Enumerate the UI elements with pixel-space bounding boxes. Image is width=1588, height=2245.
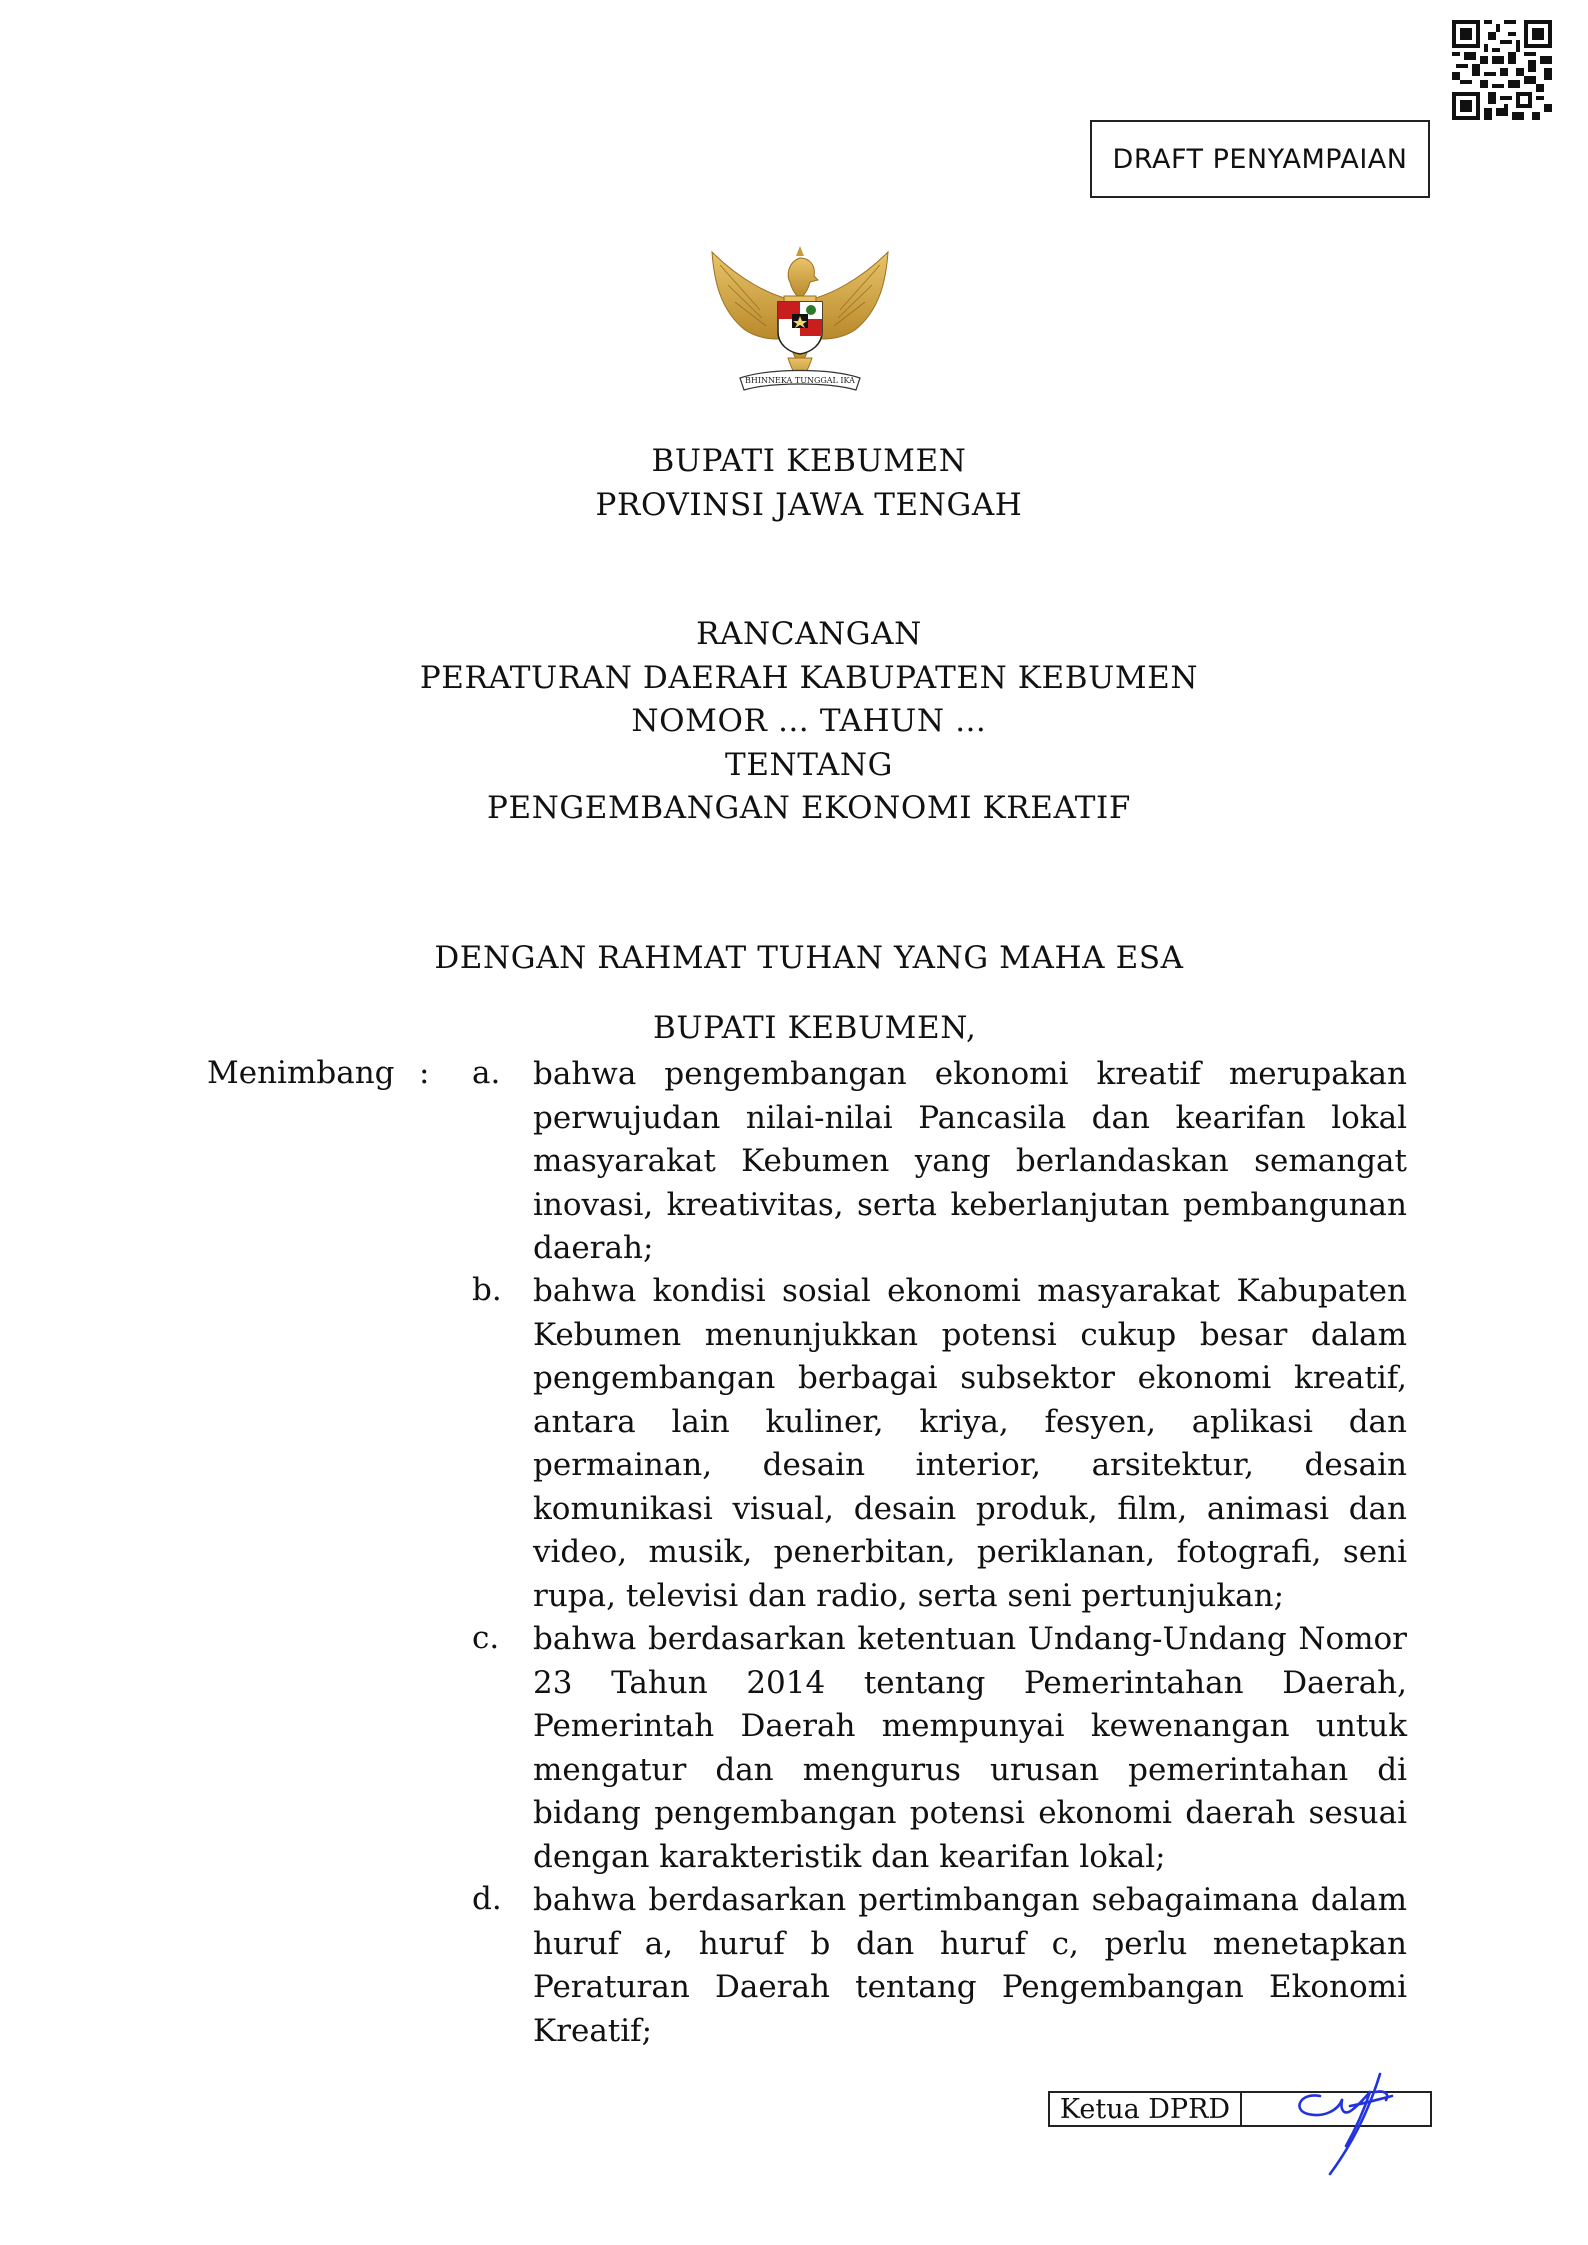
authority-line-2: PROVINSI JAWA TENGAH bbox=[595, 487, 1023, 523]
invocation: DENGAN RAHMAT TUHAN YANG MAHA ESA bbox=[434, 940, 1184, 976]
item-letter-b: b. bbox=[472, 1272, 502, 1308]
draft-label: DRAFT PENYAMPAIAN bbox=[1112, 143, 1408, 175]
official-greeting: BUPATI KEBUMEN, bbox=[653, 1010, 977, 1046]
item-text-d: bahwa berdasarkan pertimbangan sebagaimana dalam huruf a, huruf b dan huruf c, perlu menetapkan Peraturan Daerah tentang Pengembangan Ekonomi Kreatif; bbox=[533, 1882, 1407, 2049]
item-text-b: bahwa kondisi sosial ekonomi masyarakat Kabupaten Kebumen menunjukkan potensi cukup besar dalam pengembangan berbagai subsektor ekonomi kreatif, antara lain kuliner, kriya, fesyen, aplikasi dan permainan, desain interior, arsitektur, desain komunikasi visual, desain produk, film, animasi dan video, musik, penerbitan, periklanan, fotografi, seni rupa, televisi dan radio, serta seni pertunjukan; bbox=[533, 1273, 1407, 1614]
menimbang-colon: : bbox=[419, 1055, 430, 1091]
item-letter-d: d. bbox=[472, 1881, 502, 1917]
authority-line-1: BUPATI KEBUMEN bbox=[651, 443, 967, 479]
ketua-dprd-label: Ketua DPRD bbox=[1050, 2093, 1242, 2125]
title-line-5: PENGEMBANGAN EKONOMI KREATIF bbox=[487, 790, 1131, 826]
emblem-motto: BHINNEKA TUNGGAL IKA bbox=[745, 376, 855, 385]
item-text-a: bahwa pengembangan ekonomi kreatif merupakan perwujudan nilai-nilai Pancasila dan kearifan lokal masyarakat Kebumen yang berlandaskan semangat inovasi, kreativitas, serta keberlanjutan pembangunan daerah; bbox=[533, 1056, 1407, 1266]
draft-label-box bbox=[1090, 120, 1430, 198]
menimbang-label: Menimbang bbox=[207, 1055, 395, 1091]
title-line-4: TENTANG bbox=[725, 747, 893, 783]
title-line-1: RANCANGAN bbox=[696, 616, 922, 652]
garuda-pancasila-emblem bbox=[700, 240, 900, 400]
title-line-2: PERATURAN DAERAH KABUPATEN KEBUMEN bbox=[419, 660, 1199, 696]
item-letter-c: c. bbox=[472, 1620, 500, 1656]
title-line-3: NOMOR … TAHUN … bbox=[631, 703, 987, 739]
qr-code-icon bbox=[1452, 20, 1552, 120]
handwritten-signature-icon bbox=[1280, 2070, 1410, 2180]
item-letter-a: a. bbox=[472, 1055, 501, 1091]
item-text-c: bahwa berdasarkan ketentuan Undang-Undang Nomor 23 Tahun 2014 tentang Pemerintahan Daerah, Pemerintah Daerah mempunyai kewenangan untuk mengatur dan mengurus urusan pemerintahan di bidang pengembangan potensi ekonomi daerah sesuai dengan karakteristik dan kearifan lokal; bbox=[533, 1621, 1407, 1875]
